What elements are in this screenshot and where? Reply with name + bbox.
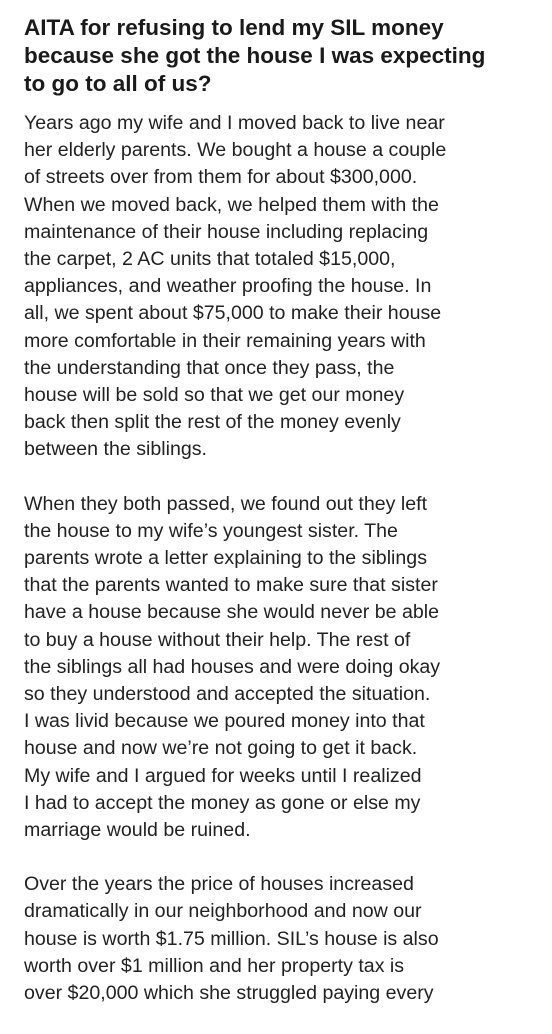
body-line: the carpet, 2 AC units that totaled $15,000, <box>24 248 396 271</box>
body-line: Years ago my wife and I moved back to live near <box>24 112 445 134</box>
body-line: My wife and I argued for weeks until I realized <box>24 764 422 787</box>
paragraph-3 <box>24 871 539 1007</box>
body-line: all, we spent about $75,000 to make their house <box>24 302 442 325</box>
body-line: marriage would be ruined. <box>24 819 251 842</box>
body-line: house and now we’re not going to get it back. <box>24 737 418 760</box>
body-line: the siblings all had houses and were doing okay <box>24 655 441 678</box>
body-line: that the parents wanted to make sure that sister <box>24 574 438 597</box>
body-line: more comfortable in their remaining years with <box>24 329 426 352</box>
body-line: her elderly parents. We bought a house a couple <box>24 139 447 162</box>
body-line: dramatically in our neighborhood and now our <box>24 900 422 923</box>
body-line: between the siblings. <box>24 438 207 461</box>
title-line: to go to all of us? <box>24 71 212 96</box>
body-line: Over the years the price of houses increased <box>24 873 414 896</box>
body-line: the understanding that once they pass, the <box>24 356 395 379</box>
post-body <box>24 110 539 1007</box>
body-line: I was livid because we poured money into that <box>24 710 425 733</box>
body-line: have a house because she would never be able <box>24 601 440 624</box>
title-line: AITA for refusing to lend my SIL money <box>24 15 444 40</box>
title-line: because she got the house I was expecting <box>24 43 486 68</box>
paragraph-1 <box>24 110 539 464</box>
post-title <box>24 14 539 98</box>
body-line: the house to my wife’s youngest sister. The <box>24 519 398 542</box>
body-line: parents wrote a letter explaining to the siblings <box>24 547 427 570</box>
paragraph-2 <box>24 491 539 845</box>
body-line: I had to accept the money as gone or else my <box>24 791 421 814</box>
body-line: of streets over from them for about $300,000. <box>24 166 418 189</box>
body-line: appliances, and weather proofing the house. In <box>24 275 432 298</box>
body-line: When they both passed, we found out they left <box>24 492 428 515</box>
body-line: back then split the rest of the money evenly <box>24 411 401 434</box>
body-line: to buy a house without their help. The rest of <box>24 628 411 651</box>
body-line: over $20,000 which she struggled paying every <box>24 982 434 1005</box>
body-line: maintenance of their house including replacing <box>24 220 429 243</box>
body-line: so they understood and accepted the situation. <box>24 683 431 706</box>
body-line: worth over $1 million and her property tax is <box>24 954 405 977</box>
body-line: When we moved back, we helped them with the <box>24 193 439 216</box>
post <box>24 14 539 1034</box>
body-line: house is worth $1.75 million. SIL’s house is also <box>24 927 439 950</box>
body-line: house will be sold so that we get our money <box>24 384 405 407</box>
